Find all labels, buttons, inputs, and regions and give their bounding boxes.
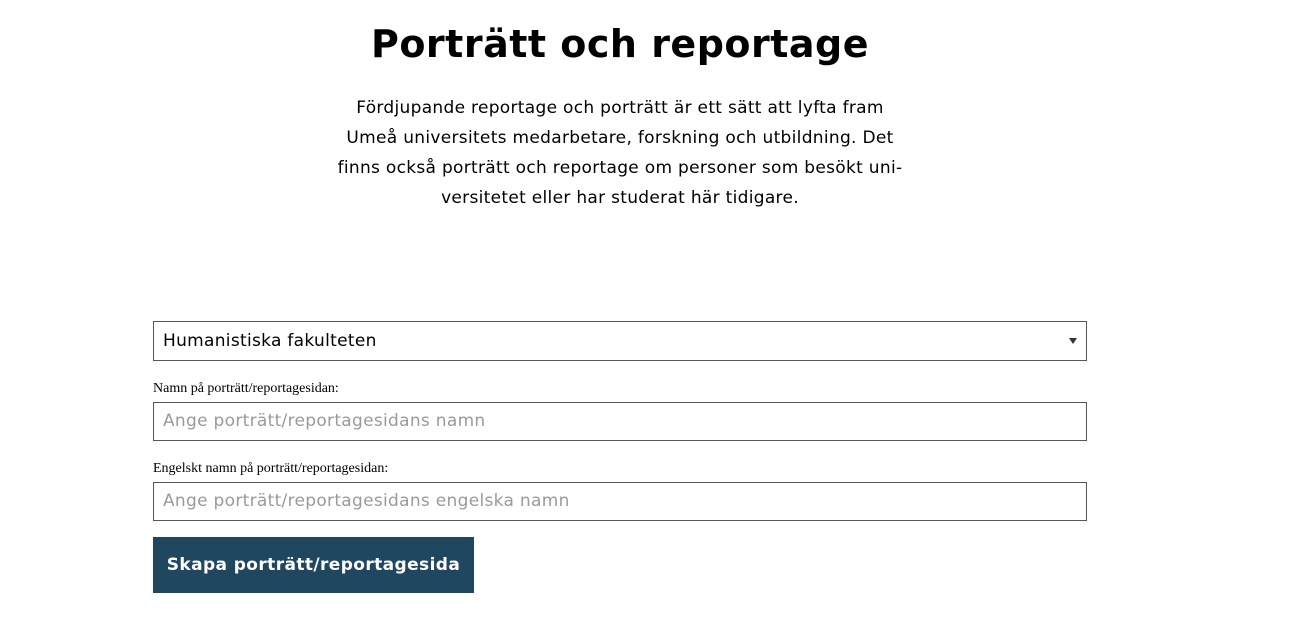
faculty-select-value: Humanistiska fakulteten: [163, 331, 377, 351]
intro-line: Fördjupande reportage och porträtt är ett sätt att lyfta fram: [356, 98, 884, 118]
name-input-placeholder: Ange porträtt/reportagesidans namn: [163, 411, 486, 431]
english-name-input[interactable]: [153, 482, 1087, 521]
create-page-button[interactable]: Skapa porträtt/reportagesida: [153, 537, 474, 593]
name-input[interactable]: [153, 402, 1087, 441]
english-name-input-placeholder: Ange porträtt/reportagesidans engelska namn: [163, 491, 570, 511]
chevron-down-icon: [1069, 338, 1077, 344]
faculty-select[interactable]: [153, 321, 1087, 361]
intro-line: finns också porträtt och reportage om personer som besökt uni-: [337, 158, 903, 178]
page-title: Porträtt och reportage: [370, 22, 870, 66]
name-field-label: Namn på porträtt/reportagesidan:: [153, 381, 339, 396]
intro-text: [310, 93, 930, 213]
english-name-field-label: Engelskt namn på porträtt/reportagesidan:: [153, 461, 389, 476]
intro-line: Umeå universitets medarbetare, forskning och utbildning. Det: [346, 128, 894, 148]
intro-line: versitetet eller har studerat här tidigare.: [441, 188, 799, 208]
